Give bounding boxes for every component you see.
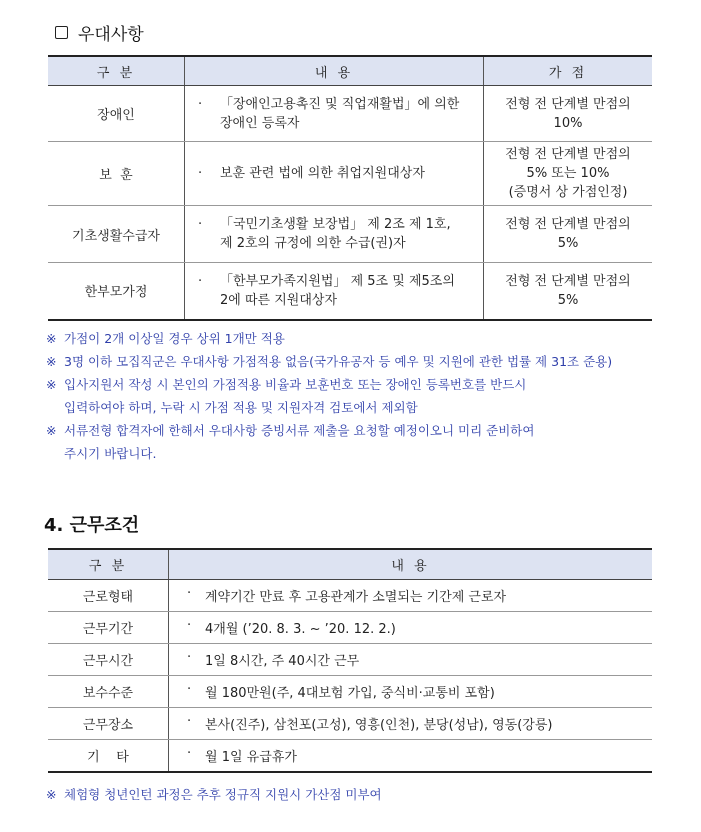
perks-content-lines bbox=[220, 164, 425, 183]
note-text: 입사지원서 작성 시 본인의 가점적용 비율과 보훈번호 또는 장애인 등록번호를 반드시 bbox=[64, 377, 527, 392]
work-content bbox=[169, 676, 653, 708]
work-content bbox=[169, 644, 653, 676]
note-mark-icon: ※ bbox=[46, 377, 57, 392]
perks-content-line: 보훈 관련 법에 의한 취업지원대상자 bbox=[220, 166, 425, 181]
perks-content-line: 「국민기초생활 보장법」 제 2조 제 1호, bbox=[220, 217, 451, 232]
work-content-text: 계약기간 만료 후 고용관계가 소멸되는 기간제 근로자 bbox=[205, 590, 507, 605]
perks-points bbox=[484, 142, 653, 206]
work-content-text: 월 1일 유급휴가 bbox=[205, 750, 297, 765]
perks-title: 우대사항 bbox=[78, 25, 144, 45]
perks-table bbox=[48, 55, 652, 321]
bullet-dot: · bbox=[187, 618, 192, 633]
perks-content-line: 2에 따른 지원대상자 bbox=[220, 292, 337, 308]
note-text: 체험형 청년인턴 과정은 추후 정규직 지원시 가산점 미부여 bbox=[64, 787, 382, 802]
perks-content bbox=[185, 142, 484, 206]
work-content bbox=[169, 612, 653, 644]
perks-header-row bbox=[48, 56, 652, 86]
perks-content-lines bbox=[220, 215, 451, 253]
note-item bbox=[46, 350, 612, 373]
note-item bbox=[46, 783, 382, 806]
note-mark-icon: ※ bbox=[46, 331, 57, 346]
perks-row bbox=[48, 142, 652, 206]
work-header-content: 내 용 bbox=[169, 549, 653, 580]
perks-header-content: 내 용 bbox=[185, 56, 484, 86]
perks-points-line: 전형 전 단계별 만점의 bbox=[505, 273, 631, 289]
perks-points-line: 전형 전 단계별 만점의 bbox=[505, 96, 631, 112]
work-content bbox=[169, 708, 653, 740]
work-notes bbox=[46, 783, 382, 806]
section-title-perks bbox=[55, 20, 144, 45]
note-mark-icon: ※ bbox=[46, 423, 57, 438]
perks-points-line: 전형 전 단계별 만점의 bbox=[505, 147, 631, 162]
bullet-dot: · bbox=[187, 682, 192, 697]
work-category: 근로형태 bbox=[48, 580, 169, 612]
perks-content-item bbox=[186, 215, 482, 253]
note-text: 3명 이하 모집직군은 우대사항 가점적용 없음(국가유공자 등 예우 및 지원에 관한 법률 제 31조 준용) bbox=[64, 354, 613, 369]
work-content-item bbox=[187, 586, 651, 605]
perks-category: 한부모가정 bbox=[48, 263, 185, 320]
perks-points-line: 전형 전 단계별 만점의 bbox=[505, 217, 631, 232]
work-content-item bbox=[187, 682, 651, 701]
perks-content-lines bbox=[220, 95, 459, 133]
bullet-dot: · bbox=[198, 166, 203, 181]
perks-row bbox=[48, 86, 652, 142]
work-content-text: 본사(진주), 삼천포(고성), 영흥(인천), 분당(성남), 영동(강릉) bbox=[205, 718, 553, 733]
perks-row bbox=[48, 263, 652, 320]
work-content bbox=[169, 580, 653, 612]
perks-content bbox=[185, 263, 484, 320]
note-item bbox=[46, 327, 612, 350]
note-item bbox=[46, 373, 612, 396]
perks-content-line: 장애인 등록자 bbox=[220, 115, 300, 131]
perks-category: 기초생활수급자 bbox=[48, 206, 185, 263]
perks-category: 장애인 bbox=[48, 86, 185, 142]
perks-category: 보 훈 bbox=[48, 142, 185, 206]
work-conditions-heading: 4. 근무조건 bbox=[44, 515, 140, 536]
work-content bbox=[169, 740, 653, 773]
perks-points bbox=[484, 263, 653, 320]
work-content-text: 4개월 (’20. 8. 3. ~ ’20. 12. 2.) bbox=[205, 622, 396, 637]
bullet-dot: · bbox=[198, 217, 203, 232]
work-content-item bbox=[187, 618, 651, 637]
work-content-item bbox=[187, 714, 651, 733]
work-category: 보수수준 bbox=[48, 676, 169, 708]
work-conditions-table bbox=[48, 548, 652, 773]
work-category: 근무장소 bbox=[48, 708, 169, 740]
perks-content bbox=[185, 86, 484, 142]
bullet-dot: · bbox=[198, 96, 203, 112]
note-mark-icon: ※ bbox=[46, 787, 57, 802]
work-row bbox=[48, 676, 652, 708]
work-content-item bbox=[187, 746, 651, 765]
checkbox-square-icon bbox=[55, 26, 68, 39]
work-content-item bbox=[187, 650, 651, 669]
work-row bbox=[48, 644, 652, 676]
note-item bbox=[46, 419, 612, 442]
work-content-text: 월 180만원(주, 4대보험 가입, 중식비·교통비 포함) bbox=[205, 686, 495, 701]
work-category: 근무시간 bbox=[48, 644, 169, 676]
perks-points-line: 10% bbox=[553, 115, 583, 131]
perks-content-line: 「장애인고용촉진 및 직업재활법」에 의한 bbox=[220, 96, 460, 112]
perks-points-line: 5% bbox=[557, 292, 579, 308]
perks-notes bbox=[46, 327, 612, 465]
bullet-dot: · bbox=[187, 586, 192, 601]
perks-content-item bbox=[186, 95, 482, 133]
note-text-continued: 입력하여야 하며, 누락 시 가점 적용 및 지원자격 검토에서 제외함 bbox=[64, 400, 418, 415]
perks-row bbox=[48, 206, 652, 263]
work-category: 근무기간 bbox=[48, 612, 169, 644]
note-text-continued: 주시기 바랍니다. bbox=[64, 446, 157, 461]
work-row bbox=[48, 612, 652, 644]
perks-content-line: 「한부모가족지원법」 제 5조 및 제5조의 bbox=[220, 273, 455, 289]
bullet-dot: · bbox=[187, 746, 192, 761]
bullet-dot: · bbox=[187, 650, 192, 665]
perks-content-lines bbox=[220, 272, 455, 310]
perks-content-item bbox=[186, 164, 482, 183]
work-row bbox=[48, 708, 652, 740]
note-mark-icon: ※ bbox=[46, 354, 57, 369]
perks-content bbox=[185, 206, 484, 263]
note-text: 서류전형 합격자에 한해서 우대사항 증빙서류 제출을 요청할 예정이오니 미리 준비하여 bbox=[64, 423, 535, 438]
perks-points-line: (증명서 상 가점인정) bbox=[508, 185, 628, 200]
work-content-text: 1일 8시간, 주 40시간 근무 bbox=[205, 654, 360, 669]
work-header-category: 구 분 bbox=[48, 549, 169, 580]
perks-header-points: 가 점 bbox=[484, 56, 653, 86]
perks-content-line: 제 2호의 규정에 의한 수급(권)자 bbox=[220, 236, 406, 251]
perks-content-item bbox=[186, 272, 482, 310]
work-header-row bbox=[48, 549, 652, 580]
bullet-dot: · bbox=[198, 273, 203, 289]
work-category: 기 타 bbox=[48, 740, 169, 773]
perks-points-line: 5% bbox=[557, 236, 579, 251]
perks-points-line: 5% 또는 10% bbox=[526, 166, 610, 181]
perks-points bbox=[484, 86, 653, 142]
bullet-dot: · bbox=[187, 714, 192, 729]
work-row bbox=[48, 740, 652, 773]
perks-points bbox=[484, 206, 653, 263]
perks-header-category: 구 분 bbox=[48, 56, 185, 86]
work-row bbox=[48, 580, 652, 612]
note-text: 가점이 2개 이상일 경우 상위 1개만 적용 bbox=[64, 331, 285, 346]
